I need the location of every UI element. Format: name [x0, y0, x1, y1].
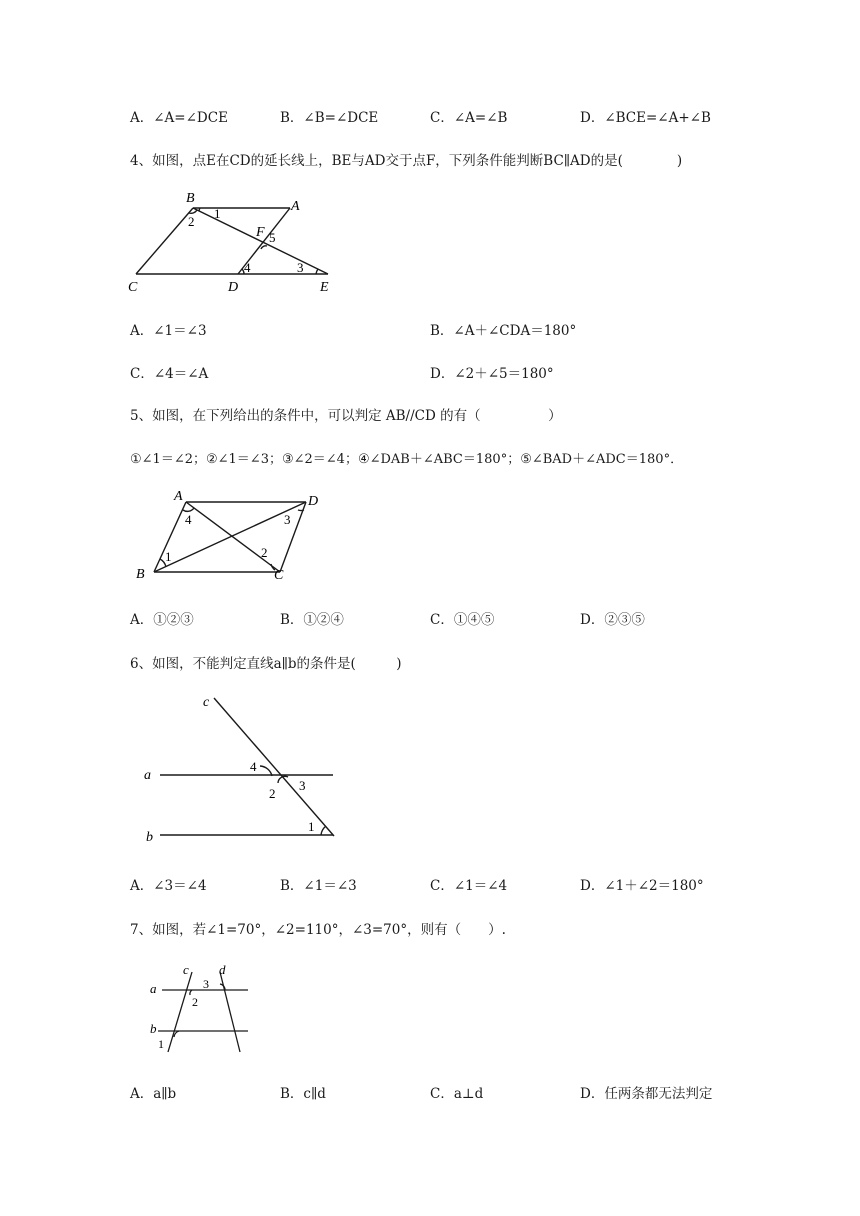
q7-option-c: C．a⊥d — [430, 1086, 484, 1102]
q4-stem: 4、如图，点E在CD的延长线上，BE与AD交于点F，下列条件能判断BC∥AD的是( ) — [130, 153, 683, 169]
q4-option-a: A．∠1＝∠3 — [130, 323, 207, 339]
q4-angle-3: 3 — [297, 260, 304, 275]
q5-option-c: C．①④⑤ — [430, 612, 495, 628]
q3-option-a: A．∠A=∠DCE — [130, 110, 228, 126]
q7-option-d: D．任两条都无法判定 — [580, 1086, 713, 1102]
q5-angle-1: 1 — [165, 549, 172, 564]
q6-label-b: b — [146, 830, 153, 845]
q6-option-a: A．∠3＝∠4 — [130, 878, 207, 894]
q3-option-b: B．∠B=∠DCE — [280, 110, 379, 126]
q4-option-b: B．∠A＋∠CDA＝180° — [430, 323, 577, 339]
q4-angle-2: 2 — [188, 214, 195, 229]
q5-angle-4: 4 — [185, 512, 192, 527]
q5-label-D: D — [308, 494, 319, 509]
q7-option-a: A．a∥b — [130, 1086, 177, 1102]
q6-angle-1: 1 — [308, 819, 315, 834]
q7-angle-3: 3 — [203, 977, 209, 991]
q4-label-C: C — [128, 280, 138, 295]
q3-option-c: C．∠A=∠B — [430, 110, 508, 126]
q6-angle-4: 4 — [250, 759, 257, 774]
q4-label-B: B — [186, 191, 195, 206]
q4-label-E: E — [320, 280, 329, 295]
q4-angle-5: 5 — [269, 230, 276, 245]
q4-label-D: D — [228, 280, 239, 295]
q4-option-c: C．∠4＝∠A — [130, 366, 209, 382]
q6-angle-2: 2 — [269, 786, 276, 801]
q3-option-d: D．∠BCE=∠A+∠B — [580, 110, 711, 126]
q5-figure — [134, 486, 330, 586]
q5-option-a: A．①②③ — [130, 612, 194, 628]
q5-angle-3: 3 — [284, 512, 291, 527]
q7-label-b: b — [150, 1021, 157, 1036]
q5-label-B: B — [136, 567, 145, 582]
q5-stem: 5、如图，在下列给出的条件中，可以判定 AB//CD 的有（ ） — [130, 408, 562, 424]
q5-label-C: C — [274, 568, 284, 583]
q7-figure — [148, 962, 252, 1058]
q7-option-b: B．c∥d — [280, 1086, 326, 1102]
q5-option-b: B．①②④ — [280, 612, 344, 628]
q5-conditions: ①∠1＝∠2；②∠1＝∠3；③∠2＝∠4；④∠DAB＋∠ABC＝180°；⑤∠BAD＋∠ADC＝180°． — [130, 452, 684, 467]
q7-label-d: d — [219, 962, 226, 977]
q4-label-F: F — [256, 225, 265, 240]
q4-option-d: D．∠2＋∠5＝180° — [430, 366, 554, 382]
q4-angle-1: 1 — [214, 206, 221, 221]
q7-label-c: c — [183, 962, 189, 977]
q6-label-c: c — [203, 695, 210, 710]
q6-stem: 6、如图，不能判定直线a∥b的条件是( ) — [130, 656, 402, 672]
q6-figure — [140, 690, 340, 850]
q6-angle-3: 3 — [299, 778, 306, 793]
q6-option-d: D．∠1＋∠2＝180° — [580, 878, 704, 894]
q6-option-c: C．∠1＝∠4 — [430, 878, 508, 894]
q4-label-A: A — [291, 199, 300, 214]
q5-option-d: D．②③⑤ — [580, 612, 645, 628]
q4-figure — [128, 188, 338, 296]
q7-label-a: a — [150, 981, 157, 996]
q7-angle-2: 2 — [192, 995, 198, 1009]
q6-option-b: B．∠1＝∠3 — [280, 878, 357, 894]
q4-angle-4: 4 — [244, 260, 251, 275]
q7-stem: 7、如图，若∠1=70°，∠2=110°，∠3=70°，则有（ ）. — [130, 922, 506, 938]
q5-label-A: A — [174, 489, 183, 504]
q7-angle-1: 1 — [158, 1037, 164, 1051]
q6-label-a: a — [144, 768, 151, 783]
q5-angle-2: 2 — [261, 545, 268, 560]
